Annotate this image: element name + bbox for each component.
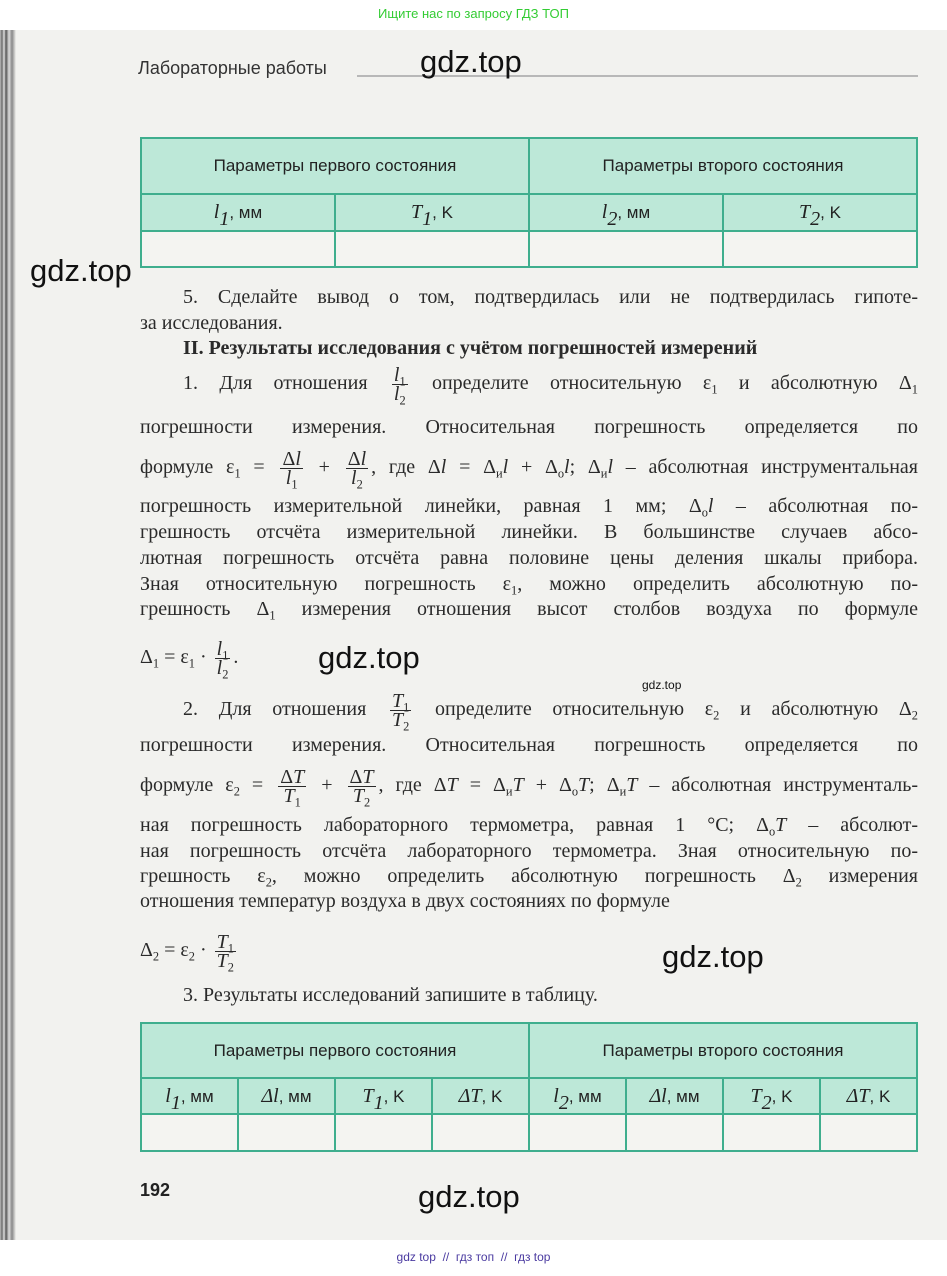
empty-cell[interactable]: [335, 1114, 432, 1151]
text-run: ·: [194, 939, 212, 962]
column-header: [432, 1078, 529, 1114]
group-header-first: Параметры первого состояния: [141, 138, 529, 194]
results-table-2: [140, 1022, 918, 1152]
text-run: 1. Для отношения: [183, 372, 389, 395]
column-header: [141, 1078, 238, 1114]
text-line: [140, 596, 918, 622]
subscript: 1: [152, 656, 160, 671]
text-run: – абсолютная инструментальная: [613, 456, 919, 479]
text-run: определите относительную ε: [410, 372, 712, 395]
empty-cell[interactable]: [723, 1114, 820, 1151]
subscript: 1: [403, 700, 410, 715]
subscript: и: [600, 466, 608, 481]
text-line: [140, 812, 918, 838]
subscript: и: [505, 784, 513, 799]
text-run: и абсолютную Δ: [717, 372, 912, 395]
text-run: ·: [194, 646, 212, 669]
variable-symbol: Δl: [261, 1084, 279, 1107]
fraction: [392, 364, 408, 408]
math-variable: l: [295, 448, 301, 470]
unit-label: , K: [820, 203, 841, 222]
math-variable: T: [362, 766, 374, 788]
text-run: =: [239, 774, 276, 797]
variable-symbol: ΔT: [458, 1084, 482, 1107]
variable-symbol: T: [799, 201, 811, 223]
text-run: , можно определить абсолютную погрешность Δ: [271, 865, 796, 887]
fraction: [390, 690, 411, 734]
subscript: 1: [711, 382, 718, 397]
subscript: и: [619, 784, 627, 799]
text-run: +: [309, 774, 345, 797]
subscript: 2: [761, 1091, 772, 1114]
bottom-ad-links[interactable]: gdz top // гдз топ // гдз top: [396, 1250, 551, 1264]
variable-symbol: l: [165, 1084, 171, 1107]
text-line: [140, 414, 918, 440]
math-variable: T: [293, 766, 305, 788]
subscript: 2: [363, 795, 371, 810]
numerator: [280, 450, 302, 469]
math-variable: T: [392, 690, 404, 712]
unit-label: , K: [869, 1086, 891, 1106]
subscript: 2: [558, 1091, 569, 1114]
fraction: [215, 931, 236, 975]
math-variable: l: [502, 456, 509, 479]
text-run: Δ: [347, 448, 361, 470]
subscript: и: [495, 466, 503, 481]
math-variable: l: [393, 383, 400, 405]
watermark: gdz.top: [418, 1179, 520, 1214]
fraction: [215, 638, 231, 682]
unit-label: , мм: [229, 203, 263, 222]
subscript: 2: [403, 719, 410, 734]
math-variable: l: [707, 495, 714, 517]
subscript: 2: [713, 708, 720, 723]
math-variable: l: [564, 456, 570, 479]
empty-cell[interactable]: [238, 1114, 335, 1151]
text-line: [183, 982, 598, 1008]
text-line: [140, 766, 919, 810]
text-line: [183, 690, 918, 734]
running-title: Лабораторные работы: [138, 58, 327, 78]
math-variable: T: [626, 774, 638, 797]
text-line: [140, 571, 918, 597]
empty-cell[interactable]: [723, 231, 917, 267]
column-header: [626, 1078, 723, 1114]
text-line: [183, 364, 918, 408]
text-run: 2. Для отношения: [183, 698, 388, 721]
math-variable: T: [512, 774, 524, 797]
fraction: [278, 766, 306, 810]
subscript: о: [557, 466, 565, 481]
empty-cell[interactable]: [626, 1114, 723, 1151]
denominator: [390, 709, 411, 734]
watermark: gdz.top: [662, 939, 764, 974]
unit-label: , мм: [278, 1086, 312, 1106]
subscript: 2: [810, 208, 821, 230]
watermark: gdz.top: [30, 253, 132, 288]
text-run: = Δ: [446, 456, 496, 479]
subscript: о: [701, 505, 708, 520]
text-run: погрешности измерения. Относительная погрешность определяется по: [140, 416, 918, 438]
text-run: отношения температур воздуха в двух состояниях по формуле: [140, 890, 670, 912]
top-ad-banner[interactable]: Ищите нас по запросу ГДЗ ТОП: [378, 6, 569, 21]
text-line: [140, 493, 918, 519]
math-variable: T: [578, 774, 590, 797]
variable-symbol: l: [553, 1084, 559, 1107]
denominator: [282, 785, 303, 810]
subscript: 1: [294, 795, 301, 810]
unit-label: , мм: [617, 203, 651, 222]
text-run: , где Δ: [371, 456, 441, 479]
empty-cell[interactable]: [335, 231, 529, 267]
fraction: [346, 448, 368, 492]
subscript: 1: [269, 608, 276, 623]
fraction: [348, 766, 376, 810]
subscript: 1: [234, 466, 241, 481]
subscript: 2: [265, 875, 272, 890]
text-run: 5. Сделайте вывод о том, подтвердилась или не подтвердилась гипоте-: [183, 286, 918, 308]
watermark: gdz.top: [318, 640, 420, 675]
variable-symbol: T: [362, 1084, 374, 1107]
math-variable: l: [351, 467, 357, 489]
math-variable: l: [216, 638, 223, 660]
text-line: [140, 545, 918, 571]
empty-cell[interactable]: [432, 1114, 529, 1151]
text-run: II. Результаты исследования с учётом погрешностей измерений: [183, 337, 758, 359]
book-binding-edge: [0, 30, 16, 1240]
unit-label: , мм: [666, 1086, 700, 1106]
text-run: Δ: [140, 646, 153, 669]
math-variable: T: [352, 785, 364, 807]
math-variable: l: [393, 364, 400, 386]
text-run: грешность Δ: [140, 598, 270, 620]
text-run: – абсолютная по-: [713, 495, 918, 517]
text-run: формуле ε: [140, 774, 234, 797]
math-variable: T: [283, 785, 295, 807]
text-run: ; Δ: [589, 774, 620, 797]
denominator: [349, 467, 365, 492]
group-header-second: Параметры второго состояния: [529, 138, 917, 194]
text-run: – абсолют-: [786, 814, 918, 836]
text-run: Δ: [280, 766, 294, 788]
subscript: 1: [188, 656, 195, 671]
variable-symbol: l: [213, 201, 220, 223]
text-run: 3. Результаты исследований запишите в таблицу.: [183, 984, 598, 1006]
subscript: 1: [399, 374, 406, 389]
text-run: Δ: [282, 448, 296, 470]
denominator: [215, 657, 231, 682]
subscript: 2: [227, 960, 234, 975]
subscript: 2: [152, 949, 160, 964]
column-header: [238, 1078, 335, 1114]
denominator: [392, 383, 408, 408]
text-run: = ε: [159, 646, 189, 669]
column-header: [723, 1078, 820, 1114]
text-run: Δ: [349, 766, 363, 788]
subscript: 1: [373, 1091, 384, 1114]
fraction: [280, 448, 302, 492]
text-line: [140, 519, 918, 545]
denominator: [351, 785, 372, 810]
column-header: [529, 1078, 626, 1114]
unit-label: , мм: [568, 1086, 602, 1106]
unit-label: , K: [481, 1086, 503, 1106]
subscript: 1: [511, 583, 518, 598]
text-run: +: [305, 456, 343, 479]
text-run: и абсолютную Δ: [719, 698, 912, 721]
results-table-1: [140, 137, 918, 268]
text-run: измерения: [801, 865, 918, 887]
text-run: , где Δ: [378, 774, 447, 797]
subscript: 2: [356, 477, 363, 492]
text-line: [140, 638, 239, 682]
text-line: [140, 838, 918, 864]
text-line: [183, 335, 757, 361]
unit-label: , мм: [180, 1086, 214, 1106]
subscript: 2: [795, 875, 802, 890]
text-run: ная погрешность отсчёта лабораторного термометра. Зная относительную по-: [140, 840, 918, 862]
text-line: [140, 310, 283, 336]
text-run: , можно определить абсолютную по-: [517, 573, 918, 595]
text-run: + Δ: [508, 456, 558, 479]
subscript: 1: [911, 382, 918, 397]
text-line: [140, 888, 670, 914]
unit-label: , K: [383, 1086, 405, 1106]
text-line: [140, 448, 919, 492]
math-variable: T: [216, 950, 228, 972]
column-header: [335, 1078, 432, 1114]
column-header: [141, 194, 335, 231]
variable-symbol: ΔT: [846, 1084, 870, 1107]
empty-cell[interactable]: [820, 1114, 917, 1151]
text-run: лютная погрешность отсчёта равна половине цены деления шкалы прибора.: [140, 547, 918, 569]
variable-symbol: l: [601, 201, 608, 223]
unit-label: , K: [432, 203, 453, 222]
text-run: .: [233, 646, 239, 669]
watermark: gdz.top: [420, 44, 522, 79]
text-run: Δ: [140, 939, 153, 962]
text-run: погрешности измерения. Относительная погрешность определяется по: [140, 734, 918, 756]
empty-cell[interactable]: [529, 1114, 626, 1151]
math-variable: l: [285, 467, 292, 489]
variable-symbol: T: [750, 1084, 762, 1107]
text-run: грешность отсчёта измерительной линейки. В большинстве случаев абсо-: [140, 521, 918, 543]
watermark: gdz.top: [642, 678, 682, 692]
subscript: 2: [233, 784, 240, 799]
text-run: ная погрешность лабораторного термометра, равная 1 °C; Δ: [140, 814, 769, 836]
text-line: [140, 863, 918, 889]
text-run: = ε: [159, 939, 189, 962]
subscript: 1: [219, 208, 230, 230]
text-line: [140, 931, 239, 975]
math-variable: T: [446, 774, 458, 797]
subscript: 1: [222, 648, 229, 663]
text-run: за исследования.: [140, 312, 283, 334]
text-run: Зная относительную погрешность ε: [140, 573, 512, 595]
subscript: 2: [399, 393, 406, 408]
subscript: 1: [422, 208, 433, 230]
group-header-second: Параметры второго состояния: [529, 1023, 917, 1078]
subscript: 2: [607, 208, 618, 230]
math-variable: T: [392, 709, 404, 731]
unit-label: , K: [771, 1086, 793, 1106]
empty-cell[interactable]: [141, 231, 335, 267]
text-run: погрешность измерительной линейки, равная 1 мм; Δ: [140, 495, 702, 517]
text-run: – абсолютная инструменталь-: [637, 774, 919, 797]
column-header: [723, 194, 917, 231]
variable-symbol: Δl: [649, 1084, 667, 1107]
math-variable: T: [216, 931, 228, 953]
column-header: [335, 194, 529, 231]
subscript: 2: [222, 667, 229, 682]
subscript: 2: [188, 949, 195, 964]
empty-cell[interactable]: [529, 231, 723, 267]
subscript: 2: [911, 708, 918, 723]
group-header-first: Параметры первого состояния: [141, 1023, 529, 1078]
text-run: =: [240, 456, 278, 479]
denominator: [215, 950, 236, 975]
subscript: 1: [291, 477, 298, 492]
column-header: [529, 194, 723, 231]
subscript: о: [768, 824, 776, 839]
text-line: [140, 732, 918, 758]
page-number: 192: [140, 1180, 171, 1200]
column-header: [820, 1078, 917, 1114]
math-variable: l: [440, 456, 447, 479]
denominator: [284, 467, 300, 492]
empty-cell[interactable]: [141, 1114, 238, 1151]
variable-symbol: T: [411, 201, 423, 223]
text-run: = Δ: [457, 774, 506, 797]
text-run: грешность ε: [140, 865, 266, 887]
subscript: о: [571, 784, 579, 799]
subscript: 1: [227, 941, 234, 956]
math-variable: l: [360, 448, 367, 470]
subscript: 1: [170, 1091, 181, 1114]
text-run: определите относительную ε: [414, 698, 714, 721]
text-run: измерения отношения высот столбов воздуха по формуле: [275, 598, 919, 620]
math-variable: l: [607, 456, 613, 479]
text-run: ; Δ: [569, 456, 601, 479]
text-run: + Δ: [523, 774, 572, 797]
text-line: [183, 284, 918, 310]
math-variable: T: [775, 814, 787, 836]
text-run: формуле ε: [140, 456, 235, 479]
math-variable: l: [216, 657, 223, 679]
